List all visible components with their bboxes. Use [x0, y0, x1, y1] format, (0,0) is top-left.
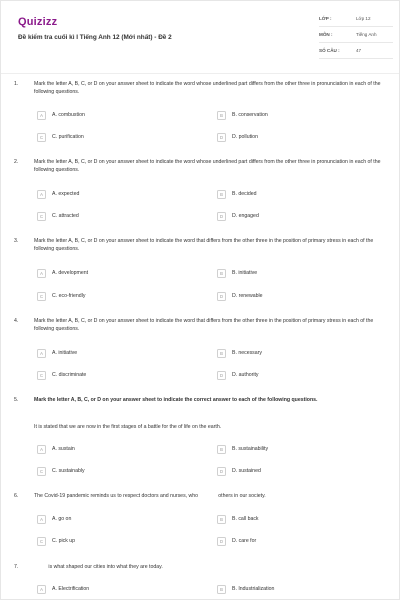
option-key: A: [37, 445, 46, 454]
question-stem: It is stated that we are now in the first stages of a battle for the of life on the earth.: [34, 424, 222, 430]
option-key: B: [217, 445, 226, 454]
option-b[interactable]: [217, 583, 274, 595]
option-key: D: [217, 371, 226, 380]
option-key: D: [217, 292, 226, 301]
question-number: 3.: [14, 238, 19, 244]
option-key: A: [37, 190, 46, 199]
option-text: C. discriminate: [52, 372, 87, 378]
question-number: 4.: [14, 318, 19, 324]
option-b[interactable]: [217, 267, 257, 279]
meta-value: Tiếng Anh: [356, 32, 377, 37]
option-text: C. pick up: [52, 538, 76, 544]
option-key: B: [217, 111, 226, 120]
option-key: D: [217, 537, 226, 546]
meta-row-count: [319, 43, 393, 59]
meta-value: 47: [356, 48, 362, 53]
quizizz-logo: Quizizz: [18, 16, 58, 28]
option-text: B. initiative: [232, 270, 258, 276]
divider: [1, 73, 400, 74]
option-a[interactable]: [37, 443, 75, 455]
option-c[interactable]: [37, 131, 84, 143]
option-text: B. call back: [232, 516, 259, 522]
option-key: C: [37, 371, 46, 380]
option-text: C. sustainably: [52, 468, 85, 474]
option-c[interactable]: [37, 465, 85, 477]
question-text: Mark the letter A, B, C, or D on your answer sheet to indicate the word that differs from the other three in the position of primary stress in each of the following questions.: [34, 318, 374, 332]
option-text: C. eco-friendly: [52, 293, 86, 299]
option-key: D: [217, 212, 226, 221]
option-text: B. necessary: [232, 350, 262, 356]
option-key: B: [217, 585, 226, 594]
option-text: D. care for: [232, 538, 257, 544]
meta-label: SỐ CÂU :: [319, 48, 340, 53]
page-title: Đề kiểm tra cuối kì I Tiếng Anh 12 (Mới nhất) - Đề 2: [18, 34, 172, 41]
option-d[interactable]: [217, 369, 259, 381]
option-c[interactable]: [37, 535, 75, 547]
option-b[interactable]: [217, 109, 268, 121]
option-key: A: [37, 585, 46, 594]
option-text: D. sustained: [232, 468, 261, 474]
option-key: C: [37, 467, 46, 476]
question-text: is what shaped our cities into what they are today.: [34, 564, 163, 570]
option-text: A. initiative: [52, 350, 78, 356]
option-b[interactable]: [217, 347, 262, 359]
question-number: 1.: [14, 81, 19, 87]
option-key: D: [217, 467, 226, 476]
option-key: A: [37, 111, 46, 120]
option-key: D: [217, 133, 226, 142]
question-number: 5.: [14, 397, 19, 403]
meta-value: Lớp 12: [356, 16, 371, 21]
option-text: D. engaged: [232, 213, 259, 219]
option-b[interactable]: [217, 188, 257, 200]
option-key: A: [37, 515, 46, 524]
option-text: A. sustain: [52, 446, 75, 452]
option-a[interactable]: [37, 347, 77, 359]
option-key: C: [37, 537, 46, 546]
option-text: B. conservation: [232, 112, 268, 118]
question-text: Mark the letter A, B, C, or D on your answer sheet to indicate the word whose underlined part differs from the other three in pronunciation in each of the following questions.: [34, 159, 381, 173]
option-text: A. development: [52, 270, 89, 276]
option-d[interactable]: [217, 465, 261, 477]
option-a[interactable]: [37, 513, 71, 525]
question-text: Mark the letter A, B, C, or D on your answer sheet to indicate the word that differs from the other three in the position of primary stress in each of the following questions.: [34, 238, 374, 252]
option-c[interactable]: [37, 290, 85, 302]
meta-label: MÔN :: [319, 32, 333, 37]
option-d[interactable]: [217, 131, 258, 143]
question-text: Mark the letter A, B, C, or D on your answer sheet to indicate the word whose underlined part differs from the other three in pronunciation in each of the following questions.: [34, 81, 381, 95]
option-text: D. authority: [232, 372, 259, 378]
option-a[interactable]: [37, 583, 89, 595]
option-text: A. Electrification: [52, 586, 90, 592]
question-text: The Covid-19 pandemic reminds us to respect doctors and nurses, who others in our society.: [34, 493, 266, 499]
option-text: B. Industrialization: [232, 586, 275, 592]
option-key: B: [217, 515, 226, 524]
option-text: A. combustion: [52, 112, 85, 118]
option-a[interactable]: [37, 109, 85, 121]
option-text: D. pollution: [232, 134, 258, 140]
option-d[interactable]: [217, 535, 256, 547]
option-text: A. expected: [52, 191, 80, 197]
option-key: C: [37, 212, 46, 221]
header: [1, 1, 400, 67]
meta-label: LỚP :: [319, 16, 332, 21]
option-b[interactable]: [217, 513, 259, 525]
option-text: B. decided: [232, 191, 257, 197]
option-c[interactable]: [37, 210, 79, 222]
question-text: Mark the letter A, B, C, or D on your answer sheet to indicate the correct answer to each of the following questions.: [34, 397, 318, 403]
option-key: B: [217, 349, 226, 358]
question-number: 7.: [14, 564, 19, 570]
option-key: A: [37, 349, 46, 358]
option-a[interactable]: [37, 188, 79, 200]
option-c[interactable]: [37, 369, 86, 381]
option-text: C. attracted: [52, 213, 79, 219]
question-number: 2.: [14, 159, 19, 165]
option-text: B. sustainability: [232, 446, 269, 452]
meta-row-class: [319, 11, 393, 27]
option-key: B: [217, 190, 226, 199]
option-b[interactable]: [217, 443, 268, 455]
option-d[interactable]: [217, 290, 263, 302]
option-key: C: [37, 133, 46, 142]
meta-info: [319, 11, 393, 59]
option-a[interactable]: [37, 267, 88, 279]
option-d[interactable]: [217, 210, 259, 222]
option-text: A. go on: [52, 516, 72, 522]
question-number: 6.: [14, 493, 19, 499]
option-key: B: [217, 269, 226, 278]
option-text: C. purification: [52, 134, 84, 140]
option-text: D. renewable: [232, 293, 263, 299]
option-key: A: [37, 269, 46, 278]
meta-row-subject: [319, 27, 393, 43]
option-key: C: [37, 292, 46, 301]
